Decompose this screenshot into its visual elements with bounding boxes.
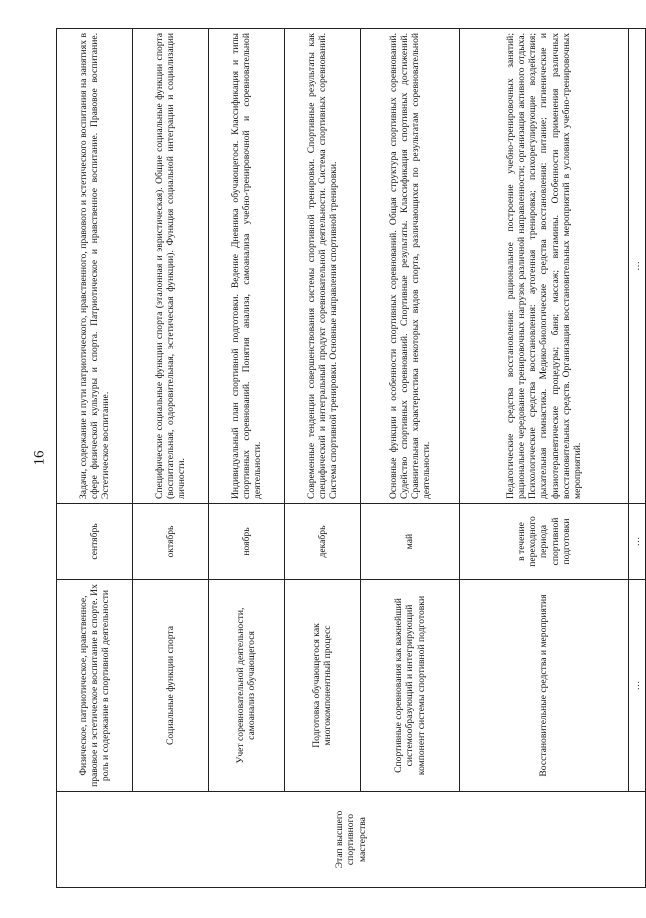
- theme-cell: Учет соревновательной деятельности, самоанализ обучающегося: [208, 580, 284, 792]
- month-cell: октябрь: [132, 504, 208, 580]
- month-cell: сентябрь: [57, 504, 133, 580]
- month-cell: май: [360, 504, 459, 580]
- table-row: [360, 29, 459, 888]
- content-cell: Современные тенденции совершенствования системы спортивной тренировки. Спортивные результаты как специфический и интегральный продукт соревновательной деятельности. Система спортивных соревнований. Система спортивной тренировки. Основные направления спортивной тренировки.: [284, 29, 360, 504]
- content-cell: Задачи, содержание и пути патриотического, нравственного, правового и эстетического воспитания на занятиях в сфере физической культуры и спорта. Патриотическое и нравственное воспитание. Правовое воспитание. Эстетическое воспитание.: [57, 29, 133, 504]
- stage-cell: Этап высшего спортивного мастерства: [57, 792, 646, 888]
- table-row: [57, 29, 133, 888]
- table-row: [629, 29, 646, 888]
- content-cell: Специфические социальные функции спорта (эталонная и эвристическая). Общие социальные функции спорта (воспитательная, оздоровительная, эстетическая функции). Функция социальной интеграции и социализации личности.: [132, 29, 208, 504]
- month-cell: в течение переходного периода спортивной подготовки: [460, 504, 629, 580]
- table-row: [208, 29, 284, 888]
- theme-cell: Физическое, патриотическое, нравственное, правовое и эстетическое воспитание в спорте. Их роль и содержание в спортивной деятельности: [57, 580, 133, 792]
- theme-cell: Восстановительные средства и мероприятия: [460, 580, 629, 792]
- table-row: [132, 29, 208, 888]
- theme-cell: Социальные функции спорта: [132, 580, 208, 792]
- theme-cell: Подготовка обучающегося как многокомпонентный процесс: [284, 580, 360, 792]
- table-row: [284, 29, 360, 888]
- table-row: [460, 29, 629, 888]
- theme-cell: …: [629, 580, 646, 792]
- month-cell: ноябрь: [208, 504, 284, 580]
- month-cell: …: [629, 504, 646, 580]
- curriculum-table: [56, 28, 646, 888]
- theme-cell: Спортивные соревнования как важнейший системообразующий и интегрирующий компонент системы спортивной подготовки: [360, 580, 459, 792]
- month-cell: декабрь: [284, 504, 360, 580]
- content-cell: Основные функции и особенности спортивных соревнований. Общая структура спортивных соревнований. Судейство спортивных соревнований. Спортивные результаты. Классификация спортивных достижений. Сравнительная характеристика некоторых видов спорта, различающихся по результатам соревновательной деятельности.: [360, 29, 459, 504]
- content-cell: Педагогические средства восстановления: рациональное построение учебно-тренировочных занятий; рациональное чередование тренировочных нагрузок различной направленности; организация активного отдыха. Психологические средства восстановления: аутогенная тренировка; психорегулирующие воздействия; дыхательная гимнастика. Медико-биологические средства восстановления: питание; гигиенические и физиотерапевтические процедуры; баня; массаж; витамины. Особенности применения различных восстановительных средств. Организация восстановительных мероприятий в условиях учебно-тренировочных мероприятий.: [460, 29, 629, 504]
- rotated-table-container: [56, 28, 646, 888]
- page-number: 16: [31, 450, 48, 466]
- content-cell: …: [629, 29, 646, 504]
- content-cell: Индивидуальный план спортивной подготовки. Ведение Дневника обучающегося. Классификация и типы спортивных соревнований. Понятия анализа, самоанализа учебно-тренировочной и соревновательной деятельности.: [208, 29, 284, 504]
